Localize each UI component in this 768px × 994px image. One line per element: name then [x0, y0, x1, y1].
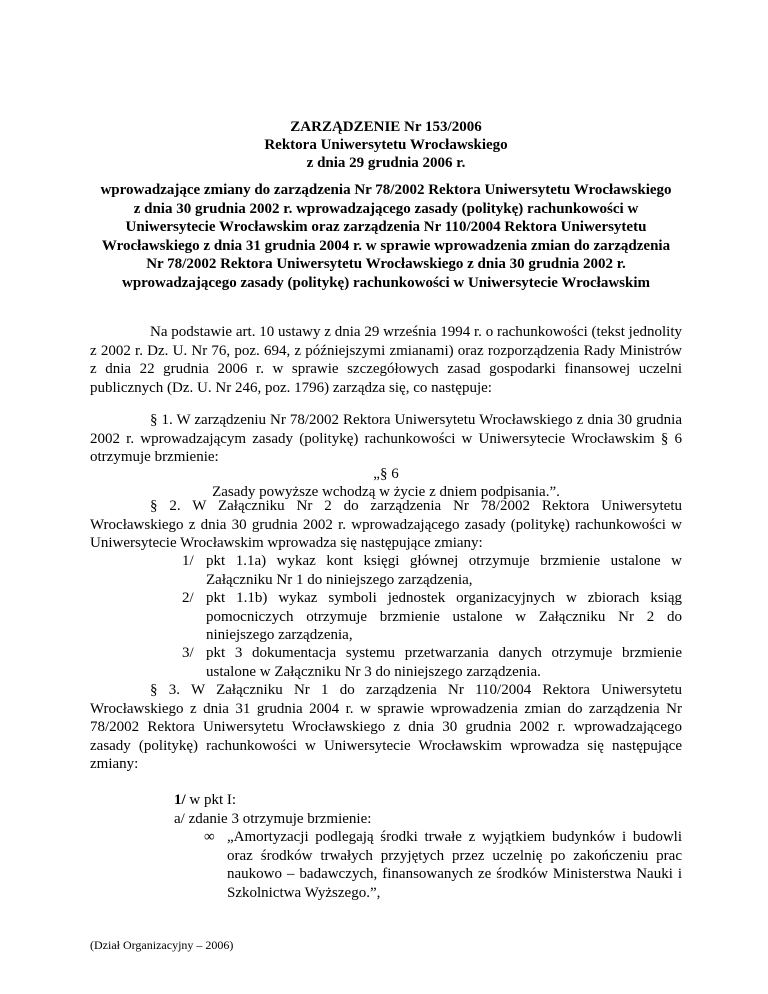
document-title: ZARZĄDZENIE Nr 153/2006 — [290, 119, 482, 135]
list-item-number: 2/ — [182, 590, 194, 606]
list-item-text: pkt 1.1b) wykaz symboli jednostek organizacyjnych w zbiorach ksiąg pomocniczych otrzymuje brzmienie ustalone w Załączniku Nr 2 do niniejszego zarządzenia, — [206, 590, 682, 644]
section-3-point — [174, 791, 236, 810]
section-3-text: § 3. W Załączniku Nr 1 do zarządzenia Nr 110/2004 Rektora Uniwersytetu Wrocławskiego z dnia 31 grudnia 2004 r. w sprawie wprowadzenia zmian do zarządzenia Nr 78/2002 Rektora Uniwersytetu Wrocławskiego z dnia 30 grudnia 2002 r. wprowadzającego zasady (politykę) rachunkowości w Uniwersytecie Wrocławskim wprowadza się następujące zmiany: — [90, 682, 682, 773]
section-3-subpoint — [174, 810, 371, 829]
page-footer: (Dział Organizacyjny – 2006) — [90, 938, 234, 952]
document-issuer: Rektora Uniwersytetu Wrocławskiego — [264, 137, 508, 153]
infinity-bullet-icon: ∞ — [204, 829, 215, 845]
subpoint-text: zdanie 3 otrzymuje brzmienie: — [188, 811, 372, 827]
document-date: z dnia 29 grudnia 2006 r. — [306, 155, 466, 171]
point-label: w pkt I: — [189, 792, 237, 808]
list-item-number: 3/ — [182, 645, 194, 661]
list-item-number: 1/ — [182, 553, 194, 569]
point-number: 1/ — [174, 792, 186, 808]
section-1-text: § 1. W zarządzeniu Nr 78/2002 Rektora Uniwersytetu Wrocławskiego z dnia 30 grudnia 2002 r. wprowadzającym zasady (politykę) rachunkowości w Uniwersytecie Wrocławskim § 6 otrzymuje brzmienie: — [90, 412, 682, 466]
document-subject: wprowadzające zmiany do zarządzenia Nr 78/2002 Rektora Uniwersytetu Wrocławskiego z dnia 30 grudnia 2002 r. wprowadzającego zasady (politykę) rachunkowości w Uniwersytecie Wrocławskim oraz zarządzenia Nr 110/2004 Rektora Uniwersytetu Wrocławskiego z dnia 31 grudnia 2004 r. w sprawie wprowadzenia zmian do zarządzenia Nr 78/2002 Rektora Uniwersytetu Wrocławskiego z dnia 30 grudnia 2002 r. wprowadzającego zasady (politykę) rachunkowości w Uniwersytecie Wrocławskim — [100, 182, 672, 291]
list-item-text: pkt 1.1a) wykaz kont księgi głównej otrzymuje brzmienie ustalone w Załączniku Nr 1 do niniejszego zarządzenia, — [206, 553, 682, 588]
quoted-bullet-text: „Amortyzacji podlegają środki trwałe z wyjątkiem budynków i budowli oraz środków trwałych przyjętych przez uczelnię po zakończeniu prac naukowo – badawczych, finansowanych ze środków Ministerstwa Nauki i Szkolnictwa Wyższego.”, — [227, 829, 682, 901]
section-1-quote-heading: „§ 6 — [373, 466, 399, 482]
preamble: Na podstawie art. 10 ustawy z dnia 29 września 1994 r. o rachunkowości (tekst jednolity z 2002 r. Dz. U. Nr 76, poz. 694, z późniejszymi zmianami) oraz rozporządzenia Rady Ministrów z dnia 22 grudnia 2006 r. w sprawie szczegółowych zasad gospodarki finansowej uczelni publicznych (Dz. U. Nr 246, poz. 1796) zarządza się, co następuje: — [90, 324, 682, 396]
section-2-text: § 2. W Załączniku Nr 2 do zarządzenia Nr 78/2002 Rektora Uniwersytetu Wrocławskiego z dnia 30 grudnia 2002 r. wprowadzającego zasady (politykę) rachunkowości w Uniwersytecie Wrocławskim wprowadza się następujące zmiany: — [90, 498, 682, 552]
list-item-text: pkt 3 dokumentacja systemu przetwarzania danych otrzymuje brzmienie ustalone w Załączniku Nr 3 do niniejszego zarządzenia. — [206, 645, 682, 680]
subpoint-letter: a/ — [174, 811, 185, 827]
section-1-quote-body: Zasady powyższe wchodzą w życie z dniem podpisania.”. — [212, 484, 560, 500]
